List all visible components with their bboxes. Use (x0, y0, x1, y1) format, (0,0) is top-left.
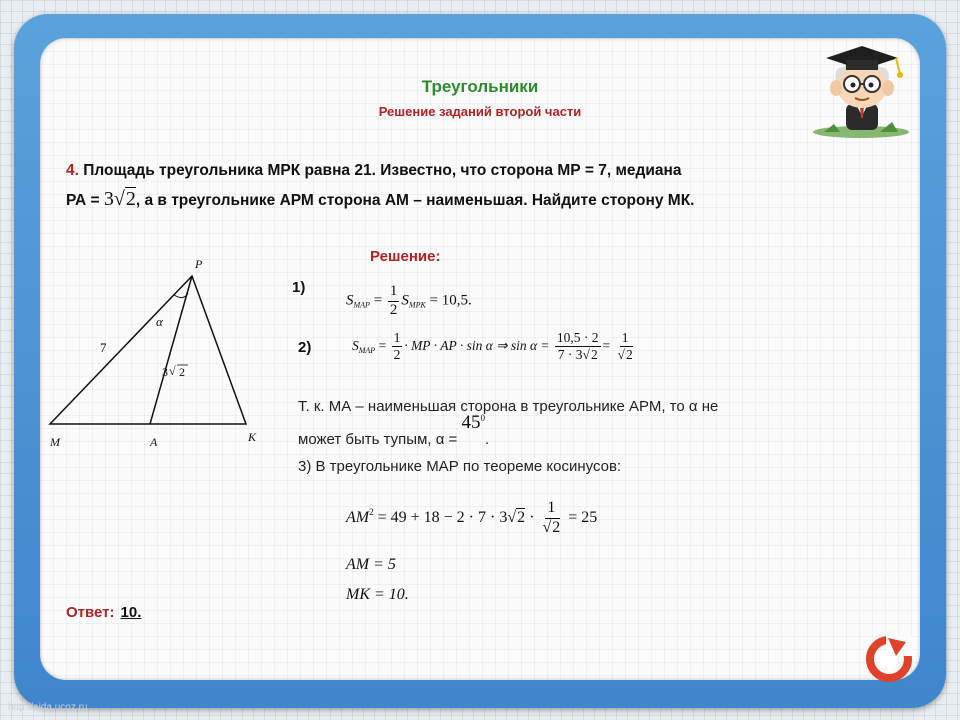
problem-number: 4. (66, 162, 79, 179)
cosine-law-formula: $AM^2 = 49 + 18 - 2 \cdot 7 \cdot 3√2$ · $\frac{1}{√2}$ = 25 (346, 499, 598, 536)
professor-mascot-icon (806, 40, 916, 140)
median-rad-label: 2 (179, 365, 185, 379)
side-mp-label: 7 (100, 340, 107, 355)
angle-alpha-label: α (156, 314, 163, 329)
step1-formula: $S_{MAP}$ = $\frac{1}{2}$ $S_{MPK} = 10,5$. (346, 283, 472, 318)
answer (66, 604, 141, 621)
step2-label: 2) (298, 339, 312, 356)
mk-result: MK = 10. (346, 586, 409, 603)
median-coef-label: 3 (162, 365, 168, 379)
vertex-p-label: P (195, 257, 203, 271)
pa-value: 3√2 (103, 188, 136, 210)
slide-title: Треугольники (421, 77, 539, 96)
problem-text-line2: , а в треугольнике АРМ сторона АМ – наименьшая. Найдите сторону МК. (135, 192, 695, 209)
vertex-a-label: A (150, 435, 158, 449)
am-result: AM = 5 (346, 556, 396, 573)
note-line1: Т. к. МА – наименьшая сторона в треугольнике АРМ, то α не (298, 398, 719, 415)
step2-formula: $S_{MAP}$ = $\frac{1}{2}$ · MP · AP · sin α ⇒ sin α = $\frac{10,5 \cdot 2}{7 \cdot 3√2}$ = $\frac{1}{√2}$ (352, 330, 633, 363)
step1-label: 1) (292, 279, 306, 296)
triangle-figure (40, 248, 270, 458)
solution-label: Решение: (370, 248, 441, 265)
median-radical-icon: √ (169, 364, 176, 378)
return-arrow-icon[interactable] (866, 636, 912, 682)
problem-text-line1: Площадь треугольника МРК равна 21. Известно, что сторона МР = 7, медиана (83, 162, 682, 179)
vertex-m-label: M (50, 435, 60, 449)
pa-label: РА = (66, 192, 100, 209)
footer-watermark: http://aida.ucoz.ru (8, 702, 88, 713)
vertex-k-label: K (248, 430, 257, 444)
answer-value: 10. (120, 604, 142, 621)
slide-subtitle: Решение заданий второй части (378, 104, 582, 119)
answer-label: Ответ: (66, 604, 115, 621)
triangle-mpk (50, 276, 246, 424)
problem-statement (66, 156, 846, 215)
note-line2: может быть тупым, $\alpha = 45^0$. (298, 412, 490, 448)
step3-text: 3) В треугольнике МАР по теореме косинусов: (298, 458, 622, 475)
